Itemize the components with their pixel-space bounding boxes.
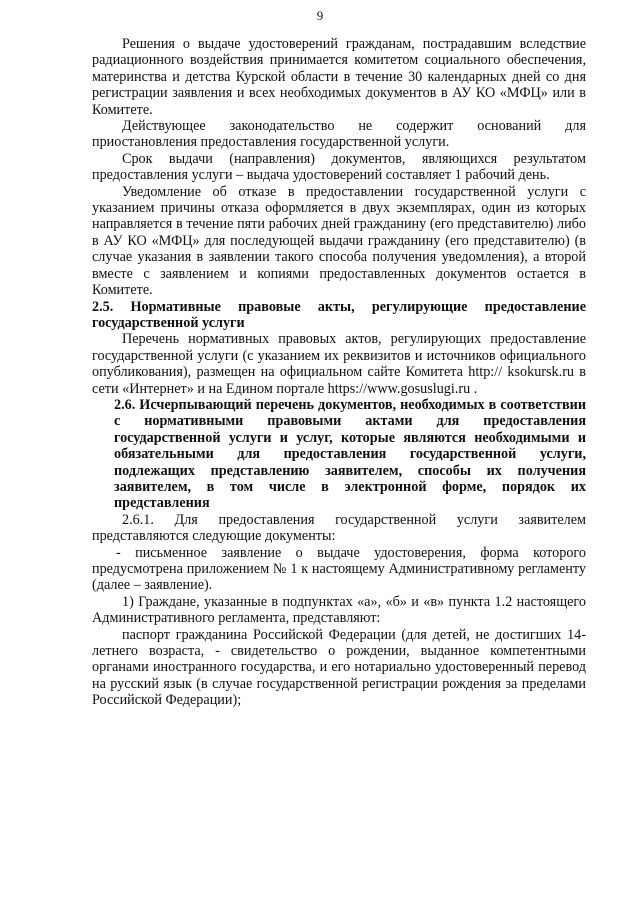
paragraph-issue-term: Срок выдачи (направления) документов, являющихся результатом предоставления услуги – выдача удостоверений составляет 1 рабочий день. (92, 150, 586, 184)
paragraph-decision-term: Решения о выдаче удостоверений гражданам, пострадавшим вследствие радиационного воздействия принимается комитетом социального обеспечения, материнства и детства Курской области в течение 30 календарных дней со дня регистрации заявления и всех необходимых документов в АУ КО «МФЦ» или в Комитете. (92, 36, 586, 118)
application-form-paragraph: - письменное заявление о выдаче удостоверения, форма которого предусмотрена приложением № 1 к настоящему Административному регламенту (далее – заявление). (92, 544, 586, 594)
section-2-5-heading: 2.5. Нормативные правовые акты, регулирующие предоставление государственной услуги (92, 298, 586, 331)
citizens-documents-paragraph: 1) Граждане, указанные в подпунктах «а», «б» и «в» пункта 1.2 настоящего Административного регламента, представляют: (92, 593, 586, 627)
page-number: 9 (316, 8, 324, 23)
paragraph-refusal-notice: Уведомление об отказе в предоставлении государственной услуги с указанием причины отказа оформляется в двух экземплярах, один из которых направляется в течение пяти рабочих дней гражданину (его представителю) либо в АУ КО «МФЦ» для последующей выдачи гражданину (его представителю) (в случае указания в заявлении такого способа получения уведомления), а второй вместе с заявлением и копиями предоставленных документов остается в Комитете. (92, 183, 586, 299)
section-2-5-text: Перечень нормативных правовых актов, регулирующих предоставление государственной услуги (с указанием их реквизитов и источников официального опубликования), размещен на официальном сайте Комитета http:// ksokursk.ru в сети «Интернет» и на Едином портале https://www.gosuslugi.ru . (92, 331, 586, 397)
section-2-6-heading: 2.6. Исчерпывающий перечень документов, необходимых в соответствии с нормативными правовыми актами для предоставления государственной услуги и услуг, которые являются необходимыми и обязательными для предоставления государственной услуги, подлежащих представлению заявителем, способы их получения заявителем, в том числе в электронной форме, порядок их представления (114, 396, 586, 512)
page-content (92, 36, 586, 709)
paragraph-no-suspension: Действующее законодательство не содержит оснований для приостановления предоставления государственной услуги. (92, 118, 586, 151)
passport-paragraph: паспорт гражданина Российской Федерации (для детей, не достигших 14-летнего возраста, - свидетельство о рождении, выданное компетентными органами иностранного государства, и его нотариально удостоверенный перевод на русский язык (в случае государственной регистрации рождения за пределами Российской Федерации); (92, 626, 586, 709)
section-2-6-1-paragraph: 2.6.1. Для предоставления государственной услуги заявителем представляются следующие документы: (92, 511, 586, 545)
